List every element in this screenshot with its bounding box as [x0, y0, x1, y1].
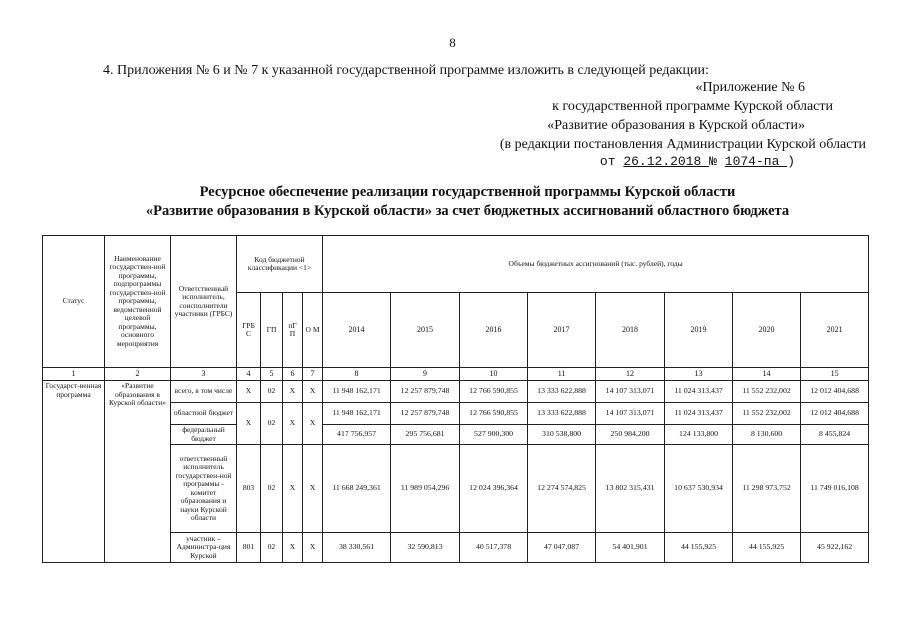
header-year: 2021: [801, 293, 869, 368]
lead-paragraph: 4. Приложения № 6 и № 7 к указанной государственной программе изложить в следующей редакции:: [103, 63, 709, 78]
header-year: 2018: [596, 293, 665, 368]
column-index: 2: [105, 368, 171, 381]
header-budget-code: Код бюджетной классификации <1>: [237, 236, 323, 293]
column-index: 13: [665, 368, 733, 381]
value-cell: 310 538,800: [528, 425, 596, 445]
column-index-row: [43, 368, 869, 381]
column-index: 10: [460, 368, 528, 381]
column-index: 1: [43, 368, 105, 381]
document-title-line-1: Ресурсное обеспечение реализации государственной программы Курской области: [199, 184, 736, 200]
code-pgp-cell: Х: [283, 381, 303, 403]
value-cell: 417 756,957: [323, 425, 391, 445]
executor-cell: всего, в том числе: [171, 381, 237, 403]
column-index: 14: [733, 368, 801, 381]
header-executor: Ответственный исполнитель, соисполнители участники (ГРБС): [171, 236, 237, 368]
value-cell: 11 552 232,002: [733, 403, 801, 425]
code-om-cell: Х: [303, 381, 323, 403]
value-cell: 250 984,200: [596, 425, 665, 445]
header-year: 2019: [665, 293, 733, 368]
code-grbs-cell: Х: [237, 403, 261, 445]
code-pgp-cell: Х: [283, 533, 303, 563]
value-cell: 12 257 879,748: [391, 403, 460, 425]
value-cell: 14 107 313,071: [596, 403, 665, 425]
code-grbs-cell: 803: [237, 445, 261, 533]
value-cell: 38 330,561: [323, 533, 391, 563]
value-cell: 11 989 054,296: [391, 445, 460, 533]
value-cell: 11 552 232,002: [733, 381, 801, 403]
value-cell: 124 133,800: [665, 425, 733, 445]
page-number: 8: [449, 35, 456, 50]
code-gp-cell: 02: [261, 381, 283, 403]
value-cell: 13 333 622,888: [528, 403, 596, 425]
code-om-cell: Х: [303, 445, 323, 533]
header-code-gp: ГП: [261, 293, 283, 368]
value-cell: 12 766 590,855: [460, 381, 528, 403]
executor-cell: федеральный бюджет: [171, 425, 237, 445]
value-cell: 13 802 315,431: [596, 445, 665, 533]
value-cell: 12 012 404,688: [801, 403, 869, 425]
code-gp-cell: 02: [261, 403, 283, 445]
number-label: №: [709, 154, 717, 169]
executor-cell: участник – Администра-ция Курской: [171, 533, 237, 563]
value-cell: 44 155,925: [733, 533, 801, 563]
value-cell: 54 401,901: [596, 533, 665, 563]
value-cell: 47 047,087: [528, 533, 596, 563]
value-cell: 12 274 574,825: [528, 445, 596, 533]
executor-cell: областной бюджет: [171, 403, 237, 425]
appendix-line-4: (в редакции постановления Администрации Курской области: [499, 137, 866, 152]
value-cell: 40 517,378: [460, 533, 528, 563]
code-gp-cell: 02: [261, 533, 283, 563]
value-cell: 12 257 879,748: [391, 381, 460, 403]
header-year: 2016: [460, 293, 528, 368]
header-year: 2017: [528, 293, 596, 368]
value-cell: 45 922,162: [801, 533, 869, 563]
header-year: 2014: [323, 293, 391, 368]
value-cell: 11 948 162,171: [323, 403, 391, 425]
column-index: 3: [171, 368, 237, 381]
column-index: 6: [283, 368, 303, 381]
header-program-name: Наименование государствен-ной программы, подпрограммы государствен-ной программы, ведомственной целевой программы, основного мероприятия: [105, 236, 171, 368]
value-cell: 11 298 973,752: [733, 445, 801, 533]
closing-paren: ): [787, 154, 795, 169]
column-index: 5: [261, 368, 283, 381]
code-grbs-cell: Х: [237, 381, 261, 403]
appendix-line-2: к государственной программе Курской области: [552, 99, 833, 114]
value-cell: 12 012 404,688: [801, 381, 869, 403]
appendix-date-line: [600, 152, 795, 171]
resolution-date: 26.12.2018: [623, 154, 710, 169]
header-code-om: О М: [303, 293, 323, 368]
appendix-line-1: «Приложение № 6: [695, 80, 805, 95]
column-index: 8: [323, 368, 391, 381]
table-row: [43, 381, 869, 403]
value-cell: 12 024 396,364: [460, 445, 528, 533]
value-cell: 8 130,600: [733, 425, 801, 445]
value-cell: 11 948 162,171: [323, 381, 391, 403]
resolution-number: 1074-па: [724, 154, 788, 169]
header-year: 2015: [391, 293, 460, 368]
document-title-line-2: «Развитие образования в Курской области» за счет бюджетных ассигнований областного бюджета: [145, 203, 790, 219]
value-cell: 11 749 016,108: [801, 445, 869, 533]
budget-table: [42, 235, 869, 563]
from-label: от: [599, 154, 616, 169]
status-cell: Государст-венная программа: [43, 381, 105, 563]
column-index: 11: [528, 368, 596, 381]
value-cell: 11 024 313,437: [665, 403, 733, 425]
header-code-pgp: пГ П: [283, 293, 303, 368]
value-cell: 32 590,813: [391, 533, 460, 563]
column-index: 4: [237, 368, 261, 381]
column-index: 9: [391, 368, 460, 381]
header-year: 2020: [733, 293, 801, 368]
column-index: 15: [801, 368, 869, 381]
value-cell: 11 024 313,437: [665, 381, 733, 403]
code-gp-cell: 02: [261, 445, 283, 533]
executor-cell: ответственный исполнитель государствен-ной программы - комитет образования и науки Курской области: [171, 445, 237, 533]
column-index: 12: [596, 368, 665, 381]
value-cell: 295 756,681: [391, 425, 460, 445]
column-index: 7: [303, 368, 323, 381]
value-cell: 44 155,925: [665, 533, 733, 563]
code-grbs-cell: 801: [237, 533, 261, 563]
value-cell: 11 668 249,361: [323, 445, 391, 533]
header-volumes: Объемы бюджетных ассигнований (тыс. рублей), годы: [323, 236, 869, 293]
header-status: Статус: [43, 236, 105, 368]
header-code-grbs: ГРБ С: [237, 293, 261, 368]
value-cell: 14 107 313,071: [596, 381, 665, 403]
appendix-line-3: «Развитие образования в Курской области»: [547, 118, 805, 133]
value-cell: 12 766 590,855: [460, 403, 528, 425]
value-cell: 10 637 530,934: [665, 445, 733, 533]
code-pgp-cell: Х: [283, 403, 303, 445]
code-om-cell: Х: [303, 403, 323, 445]
code-pgp-cell: Х: [283, 445, 303, 533]
value-cell: 13 333 622,888: [528, 381, 596, 403]
program-name-cell: «Развитие образования в Курской области»: [105, 381, 171, 563]
value-cell: 527 900,300: [460, 425, 528, 445]
code-om-cell: Х: [303, 533, 323, 563]
value-cell: 8 455,824: [801, 425, 869, 445]
